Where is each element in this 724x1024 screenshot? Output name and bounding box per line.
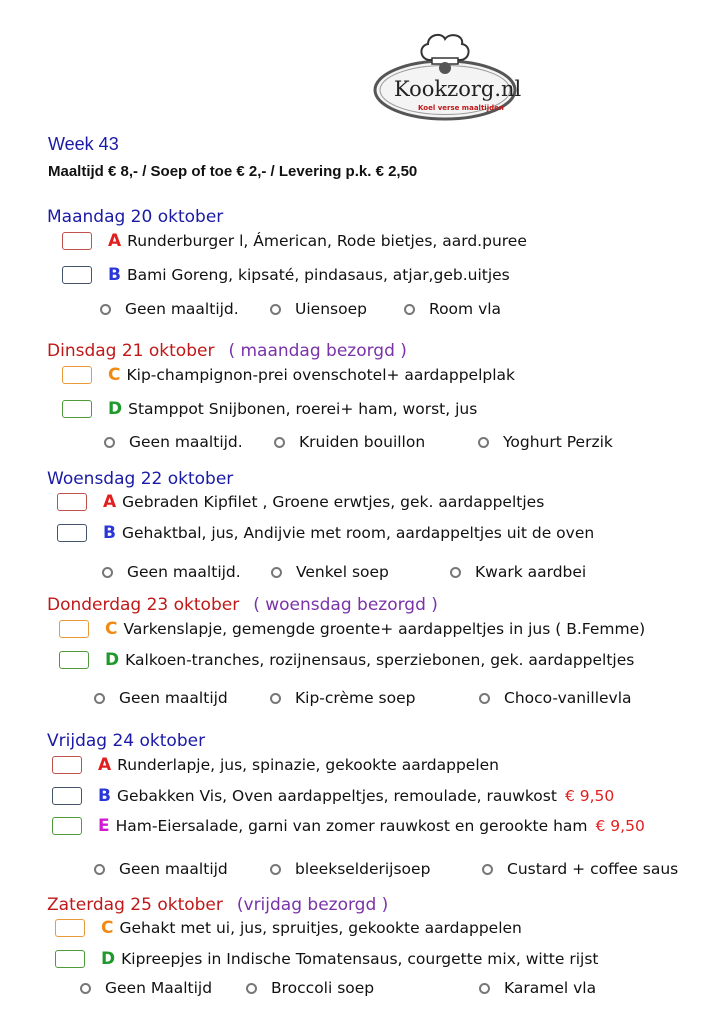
logo-brand-text: Kookzorg.nl: [394, 77, 522, 101]
meal-letter: D: [101, 949, 116, 969]
option-label: Geen maaltijd.: [125, 300, 239, 318]
meal-checkbox[interactable]: [55, 919, 85, 937]
radio-icon[interactable]: [80, 983, 91, 994]
meal-description: Gebraden Kipfilet , Groene erwtjes, gek. aardappeltjes: [122, 493, 545, 511]
meal-description: Runderlapje, jus, spinazie, gekookte aardappelen: [117, 756, 500, 774]
meal-price: € 9,50: [564, 787, 615, 805]
option-label: Yoghurt Perzik: [503, 433, 613, 451]
option-dessert-saturday[interactable]: [479, 979, 596, 997]
meal-checkbox[interactable]: [62, 232, 92, 250]
day-title: Woensdag 22 oktober: [47, 469, 234, 489]
option-label: Geen maaltijd.: [129, 433, 243, 451]
option-label: Karamel vla: [504, 979, 597, 997]
radio-icon[interactable]: [450, 567, 461, 578]
meal-option-friday-a[interactable]: [52, 755, 499, 775]
option-no-meal-saturday[interactable]: [80, 979, 212, 997]
option-soup-thursday[interactable]: [270, 689, 416, 707]
option-label: Kip-crème soep: [295, 689, 416, 707]
meal-description: Bami Goreng, kipsaté, pindasaus, atjar,geb.uitjes: [126, 266, 510, 284]
meal-description: Kip-champignon-prei ovenschotel+ aardappelplak: [126, 366, 516, 384]
option-soup-friday[interactable]: [270, 860, 430, 878]
meal-checkbox[interactable]: [59, 651, 89, 669]
option-no-meal-wednesday[interactable]: [102, 563, 241, 581]
meal-checkbox[interactable]: [52, 787, 82, 805]
price-info: Maaltijd € 8,- / Soep of toe € 2,- / Levering p.k. € 2,50: [48, 163, 418, 180]
radio-icon[interactable]: [100, 304, 111, 315]
meal-letter: B: [98, 786, 111, 806]
meal-letter: E: [98, 816, 110, 836]
option-dessert-wednesday[interactable]: [450, 563, 586, 581]
day-heading-wednesday: [47, 469, 233, 489]
day-heading-saturday: [47, 895, 388, 915]
option-no-meal-monday[interactable]: [100, 300, 239, 318]
meal-letter: C: [105, 619, 118, 639]
meal-letter: D: [105, 650, 120, 670]
meal-letter: A: [108, 231, 122, 251]
option-label: Venkel soep: [296, 563, 389, 581]
meal-checkbox[interactable]: [59, 620, 89, 638]
meal-description: Kipreepjes in Indische Tomatensaus, courgette mix, witte rijst: [121, 950, 599, 968]
meal-checkbox[interactable]: [52, 817, 82, 835]
meal-option-wednesday-b[interactable]: [57, 523, 594, 543]
radio-icon[interactable]: [102, 567, 113, 578]
meal-checkbox[interactable]: [62, 266, 92, 284]
meal-option-monday-b[interactable]: [62, 265, 510, 285]
meal-description: Stamppot Snijbonen, roerei+ ham, worst, jus: [128, 400, 478, 418]
delivery-note: ( maandag bezorgd ): [228, 341, 407, 361]
day-title: Dinsdag 21 oktober: [47, 341, 215, 361]
meal-option-saturday-c[interactable]: [55, 918, 522, 938]
day-title: Maandag 20 oktober: [47, 207, 224, 227]
meal-option-tuesday-c[interactable]: [62, 365, 515, 385]
radio-icon[interactable]: [479, 693, 490, 704]
option-no-meal-thursday[interactable]: [94, 689, 228, 707]
meal-checkbox[interactable]: [55, 950, 85, 968]
radio-icon[interactable]: [270, 693, 281, 704]
radio-icon[interactable]: [94, 864, 105, 875]
option-no-meal-tuesday[interactable]: [104, 433, 243, 451]
option-label: Kruiden bouillon: [299, 433, 426, 451]
option-label: Geen Maaltijd: [105, 979, 213, 997]
meal-description: Gehakt met ui, jus, spruitjes, gekookte aardappelen: [119, 919, 522, 937]
radio-icon[interactable]: [482, 864, 493, 875]
radio-icon[interactable]: [274, 437, 285, 448]
meal-checkbox[interactable]: [57, 524, 87, 542]
meal-letter: C: [101, 918, 114, 938]
radio-icon[interactable]: [246, 983, 257, 994]
meal-letter: C: [108, 365, 121, 385]
option-dessert-monday[interactable]: [404, 300, 501, 318]
kookzorg-logo: [372, 30, 522, 122]
meal-checkbox[interactable]: [57, 493, 87, 511]
option-soup-saturday[interactable]: [246, 979, 374, 997]
meal-price: € 9,50: [595, 817, 645, 835]
meal-description: Runderburger l, Ámerican, Rode bietjes, aard.puree: [127, 232, 527, 250]
radio-icon[interactable]: [270, 864, 281, 875]
option-label: Room vla: [429, 300, 502, 318]
option-label: Geen maaltijd: [119, 860, 228, 878]
meal-description: Gebakken Vis, Oven aardappeltjes, remoulade, rauwkost: [116, 787, 557, 805]
option-dessert-thursday[interactable]: [479, 689, 632, 707]
meal-option-thursday-c[interactable]: [59, 619, 645, 639]
radio-icon[interactable]: [478, 437, 489, 448]
meal-option-saturday-d[interactable]: [55, 949, 598, 969]
option-label: Uiensoep: [295, 300, 367, 318]
option-soup-wednesday[interactable]: [271, 563, 389, 581]
day-heading-monday: [47, 207, 223, 227]
option-soup-monday[interactable]: [270, 300, 367, 318]
day-title: Zaterdag 25 oktober: [47, 895, 223, 915]
meal-description: Ham-Eiersalade, garni van zomer rauwkost en gerookte ham: [115, 817, 588, 835]
option-label: Custard + coffee saus: [507, 860, 679, 878]
meal-option-friday-b[interactable]: [52, 786, 614, 806]
meal-description: Varkenslapje, gemengde groente+ aardappeltjes in jus ( B.Femme): [123, 620, 646, 638]
radio-icon[interactable]: [404, 304, 415, 315]
day-title: Donderdag 23 oktober: [47, 595, 240, 615]
option-label: Kwark aardbei: [475, 563, 587, 581]
meal-letter: A: [103, 492, 117, 512]
delivery-note: (vrijdag bezorgd ): [236, 895, 389, 915]
option-label: Geen maaltijd: [119, 689, 228, 707]
meal-letter: B: [103, 523, 116, 543]
radio-icon[interactable]: [270, 304, 281, 315]
option-label: Choco-vanillevla: [504, 689, 632, 707]
option-soup-tuesday[interactable]: [274, 433, 425, 451]
option-label: Geen maaltijd.: [127, 563, 241, 581]
meal-checkbox[interactable]: [62, 366, 92, 384]
logo-tagline: Koel verse maaltijden: [418, 104, 504, 112]
meal-option-friday-e[interactable]: [52, 816, 645, 836]
radio-icon[interactable]: [94, 693, 105, 704]
day-heading-tuesday: [47, 341, 407, 361]
radio-icon[interactable]: [104, 437, 115, 448]
day-heading-thursday: [47, 595, 438, 615]
option-no-meal-friday[interactable]: [94, 860, 228, 878]
radio-icon[interactable]: [271, 567, 282, 578]
option-label: Broccoli soep: [271, 979, 375, 997]
meal-checkbox[interactable]: [62, 400, 92, 418]
meal-letter: B: [108, 265, 121, 285]
day-heading-friday: [47, 731, 205, 751]
option-label: bleekselderijsoep: [295, 860, 431, 878]
meal-option-thursday-d[interactable]: [59, 650, 634, 670]
meal-description: Kalkoen-tranches, rozijnensaus, sperziebonen, gek. aardappeltjes: [125, 651, 635, 669]
meal-description: Gehaktbal, jus, Andijvie met room, aardappeltjes uit de oven: [121, 524, 595, 542]
day-title: Vrijdag 24 oktober: [47, 731, 206, 751]
option-dessert-tuesday[interactable]: [478, 433, 613, 451]
meal-letter: D: [108, 399, 123, 419]
week-title: Week 43: [48, 134, 119, 154]
meal-letter: A: [98, 755, 112, 775]
delivery-note: ( woensdag bezorgd ): [253, 595, 438, 615]
meal-option-tuesday-d[interactable]: [62, 399, 477, 419]
radio-icon[interactable]: [479, 983, 490, 994]
meal-option-wednesday-a[interactable]: [57, 492, 544, 512]
meal-option-monday-a[interactable]: [62, 231, 527, 251]
option-dessert-friday[interactable]: [482, 860, 678, 878]
meal-checkbox[interactable]: [52, 756, 82, 774]
